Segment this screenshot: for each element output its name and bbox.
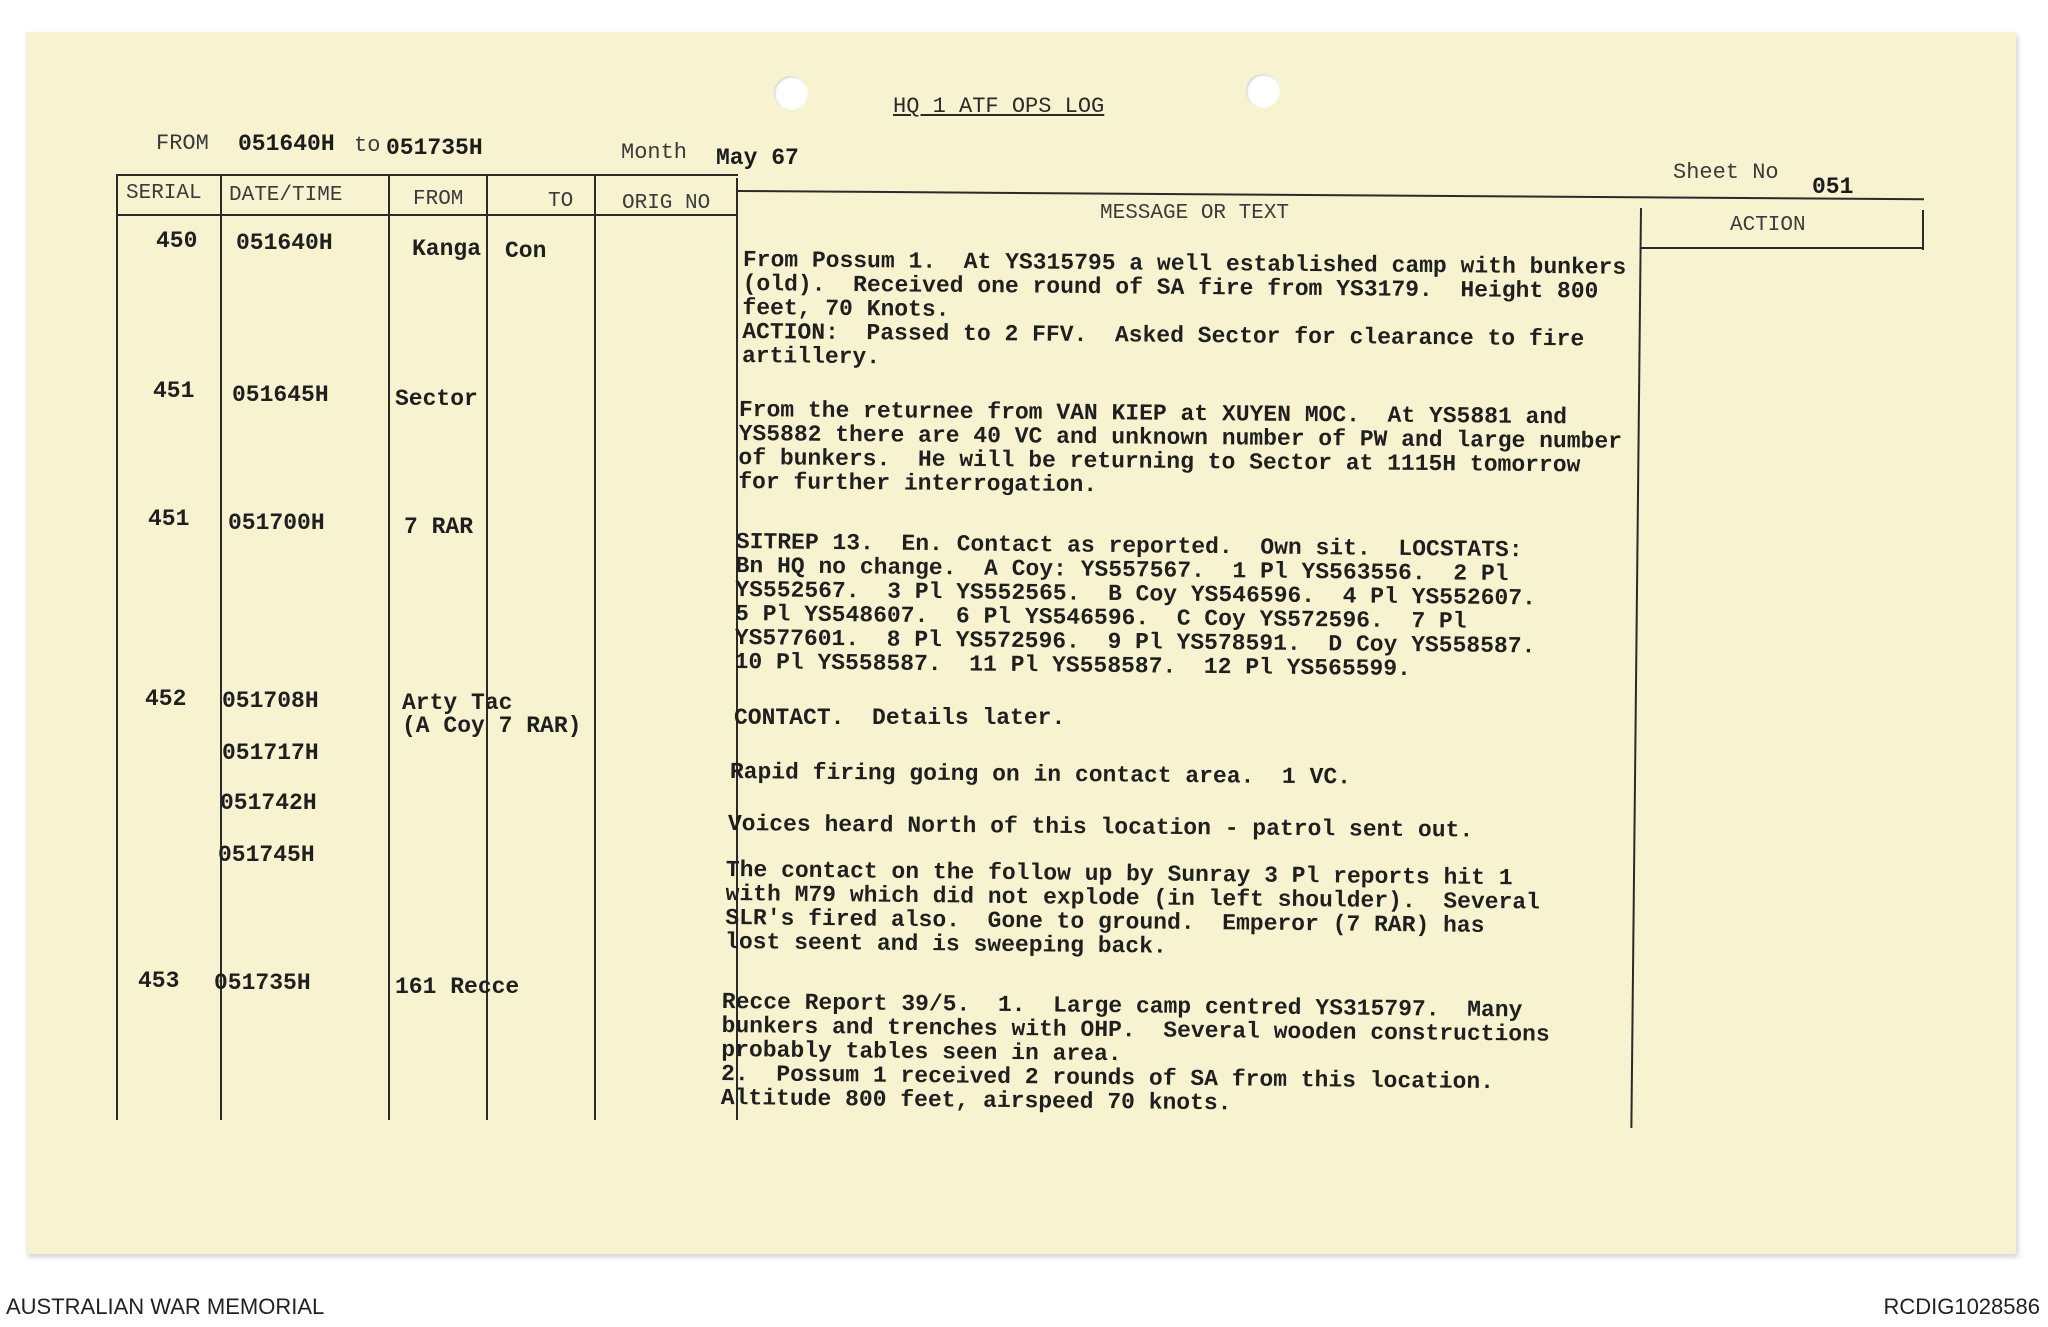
col-rule-right (1922, 210, 1924, 250)
col-header-datetime: DATE/TIME (229, 184, 343, 207)
col-header-action: ACTION (1730, 214, 1806, 237)
serial-cell: 453 (138, 968, 180, 994)
datetime-cell: 051717H (222, 740, 319, 766)
table-top-rule (116, 174, 738, 176)
datetime-cell: 051708H (222, 688, 319, 714)
datetime-cell: 051640H (236, 230, 333, 256)
from-cell: Sector (395, 386, 478, 412)
col-header-to: TO (548, 190, 574, 213)
from-label: FROM (156, 131, 209, 156)
message-cell: Voices heard North of this location - patrol sent out. (727, 811, 1474, 844)
datetime-cell: 051742H (220, 790, 317, 816)
footer-source: AUSTRALIAN WAR MEMORIAL (6, 1294, 325, 1319)
from-cell: Arty Tac (A Coy 7 RAR) (402, 690, 582, 739)
punch-hole-right (1246, 74, 1280, 108)
to-value: 051735H (386, 135, 483, 161)
to-label: to (354, 133, 381, 158)
col-header-orig-no: ORIG NO (622, 192, 711, 215)
punch-hole-left (774, 76, 808, 110)
serial-cell: 450 (156, 228, 198, 254)
from-value: 051640H (238, 131, 335, 157)
message-cell: The contact on the follow up by Sunray 3 Pl reports hit 1 with M79 which did not explode (in left shoulder). Several SLR's fired also. Gone to ground. Emperor (7 RAR) has lost seent and is sweeping back. (724, 857, 1541, 960)
header-bottom-rule-action (1640, 247, 1924, 249)
from-cell: Kanga (412, 236, 482, 262)
col-rule-from (388, 174, 390, 1120)
message-cell: Recce Report 39/5. 1. Large camp centred YS315797. Many bunkers and trenches with OHP. Several wooden constructions probably tables seen in area. 2. Possum 1 received 2 rounds of SA from this location. Altitude 800 feet, airspeed 70 knots. (720, 989, 1550, 1117)
footer-record-id: RCDIG1028586 (1883, 1294, 2040, 1319)
serial-cell: 451 (148, 506, 190, 532)
message-cell: Rapid firing going on in contact area. 1 VC. (729, 759, 1352, 791)
serial-cell: 451 (153, 378, 195, 404)
datetime-cell: 051700H (228, 510, 325, 536)
datetime-cell: 051745H (218, 842, 315, 868)
datetime-cell: 051645H (232, 382, 329, 408)
sheet-label: Sheet No (1673, 160, 1779, 185)
message-cell: SITREP 13. En. Contact as reported. Own sit. LOCSTATS: Bn HQ no change. A Coy: YS557567. 1 Pl YS563556. 2 Pl YS552567. 3 Pl YS552565. B Coy YS546596. 4 Pl YS552607. 5 Pl YS548607. 6 Pl YS546596. C Coy YS572596. 7 Pl YS577601. 8 Pl YS572596. 9 Pl YS578591. D Coy YS558587. 10 Pl YS558587. 11 Pl YS558587. 12 Pl YS565599. (734, 529, 1536, 683)
message-cell: From Possum 1. At YS315795 a well established camp with bunkers (old). Received one round of SA fire from YS3179. Height 800 feet, 70 Knots. ACTION: Passed to 2 FFV. Asked Sector for clearance to fire artillery. (741, 247, 1627, 371)
col-rule-orig (594, 176, 596, 1120)
serial-cell: 452 (145, 686, 187, 712)
month-value: May 67 (716, 145, 799, 171)
col-header-message: MESSAGE OR TEXT (1100, 202, 1290, 225)
month-label: Month (621, 140, 688, 165)
log-title: HQ 1 ATF OPS LOG (893, 94, 1105, 119)
message-cell: From the returnee from VAN KIEP at XUYEN MOC. At YS5881 and YS5882 there are 40 VC and unknown number of PW and large number of bunkers. He will be returning to Sector at 1115H tomorrow for further interrogation. (738, 397, 1623, 499)
col-header-serial: SERIAL (126, 182, 202, 205)
datetime-cell: 051735H (214, 970, 311, 996)
to-cell: Con (505, 238, 547, 264)
col-header-from: FROM (413, 188, 464, 211)
col-rule-serial (116, 174, 118, 1120)
from-cell: 7 RAR (404, 514, 474, 540)
sheet-value: 051 (1812, 174, 1854, 200)
from-cell: 161 Recce (395, 974, 520, 1000)
message-cell: CONTACT. Details later. (734, 705, 1066, 731)
